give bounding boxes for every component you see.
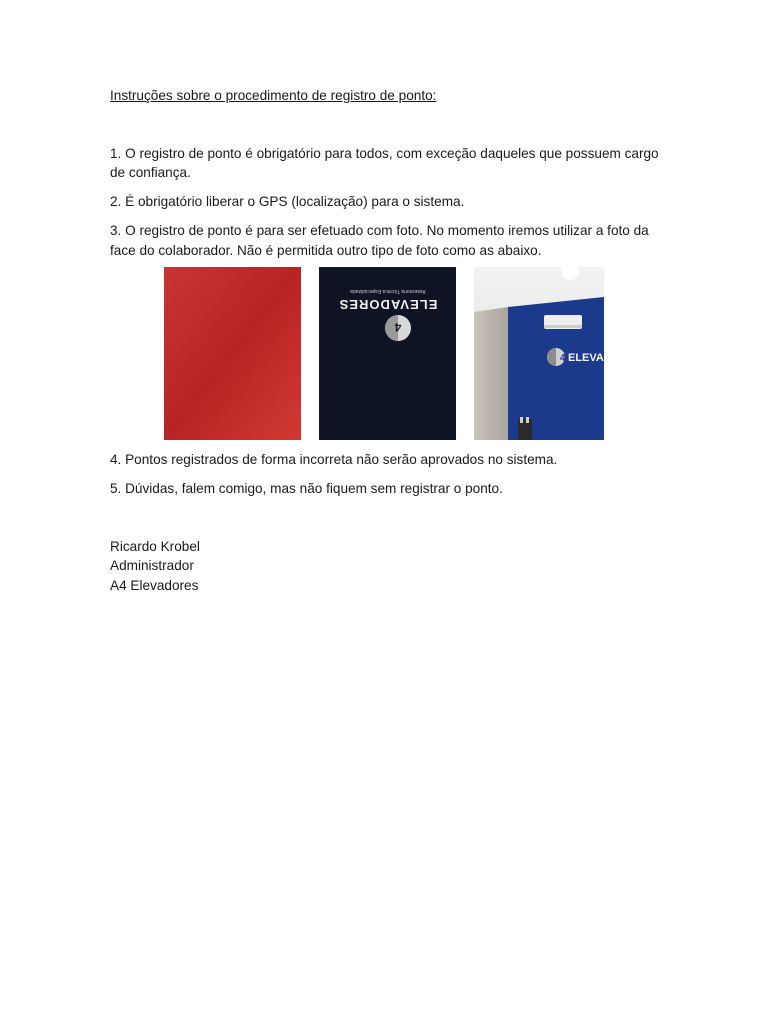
dark-logo-subtext: Assessoria Técnica Especializada: [350, 288, 426, 294]
instruction-item-3: 3. O registro de ponto é para ser efetuado com foto. No momento iremos utilizar a foto da face do colaborador. Não é permitida outro tipo de foto como as abaixo.: [110, 223, 649, 258]
document-title: Instruções sobre o procedimento de registro de ponto:: [110, 88, 437, 103]
svg-text:4: 4: [560, 353, 566, 364]
instruction-item-5: 5. Dúvidas, falem comigo, mas não fiquem sem registrar o ponto.: [110, 481, 503, 496]
instruction-item-2: 2. É obrigatório liberar o GPS (localização) para o sistema.: [110, 194, 465, 209]
signature-name: Ricardo Krobel: [110, 538, 200, 554]
signature-company: A4 Elevadores: [110, 577, 199, 593]
dark-logo-photo: [319, 267, 456, 440]
red-wall-photo: [164, 267, 301, 440]
office-wall-photo: [474, 267, 604, 440]
example-photos: [110, 267, 670, 440]
dark-logo-text: ELEVADORES: [338, 297, 438, 312]
instruction-item-1: 1. O registro de ponto é obrigatório para todos, com exceção daqueles que possuem cargo de confiança.: [110, 145, 659, 180]
signature-role: Administrador: [110, 558, 194, 573]
instruction-item-4: 4. Pontos registrados de forma incorreta não serão aprovados no sistema.: [110, 452, 558, 467]
document-page: [110, 86, 670, 595]
signature-block: [110, 537, 670, 596]
svg-text:4: 4: [394, 320, 402, 334]
wall-logo-text: ELEVA: [568, 352, 604, 364]
